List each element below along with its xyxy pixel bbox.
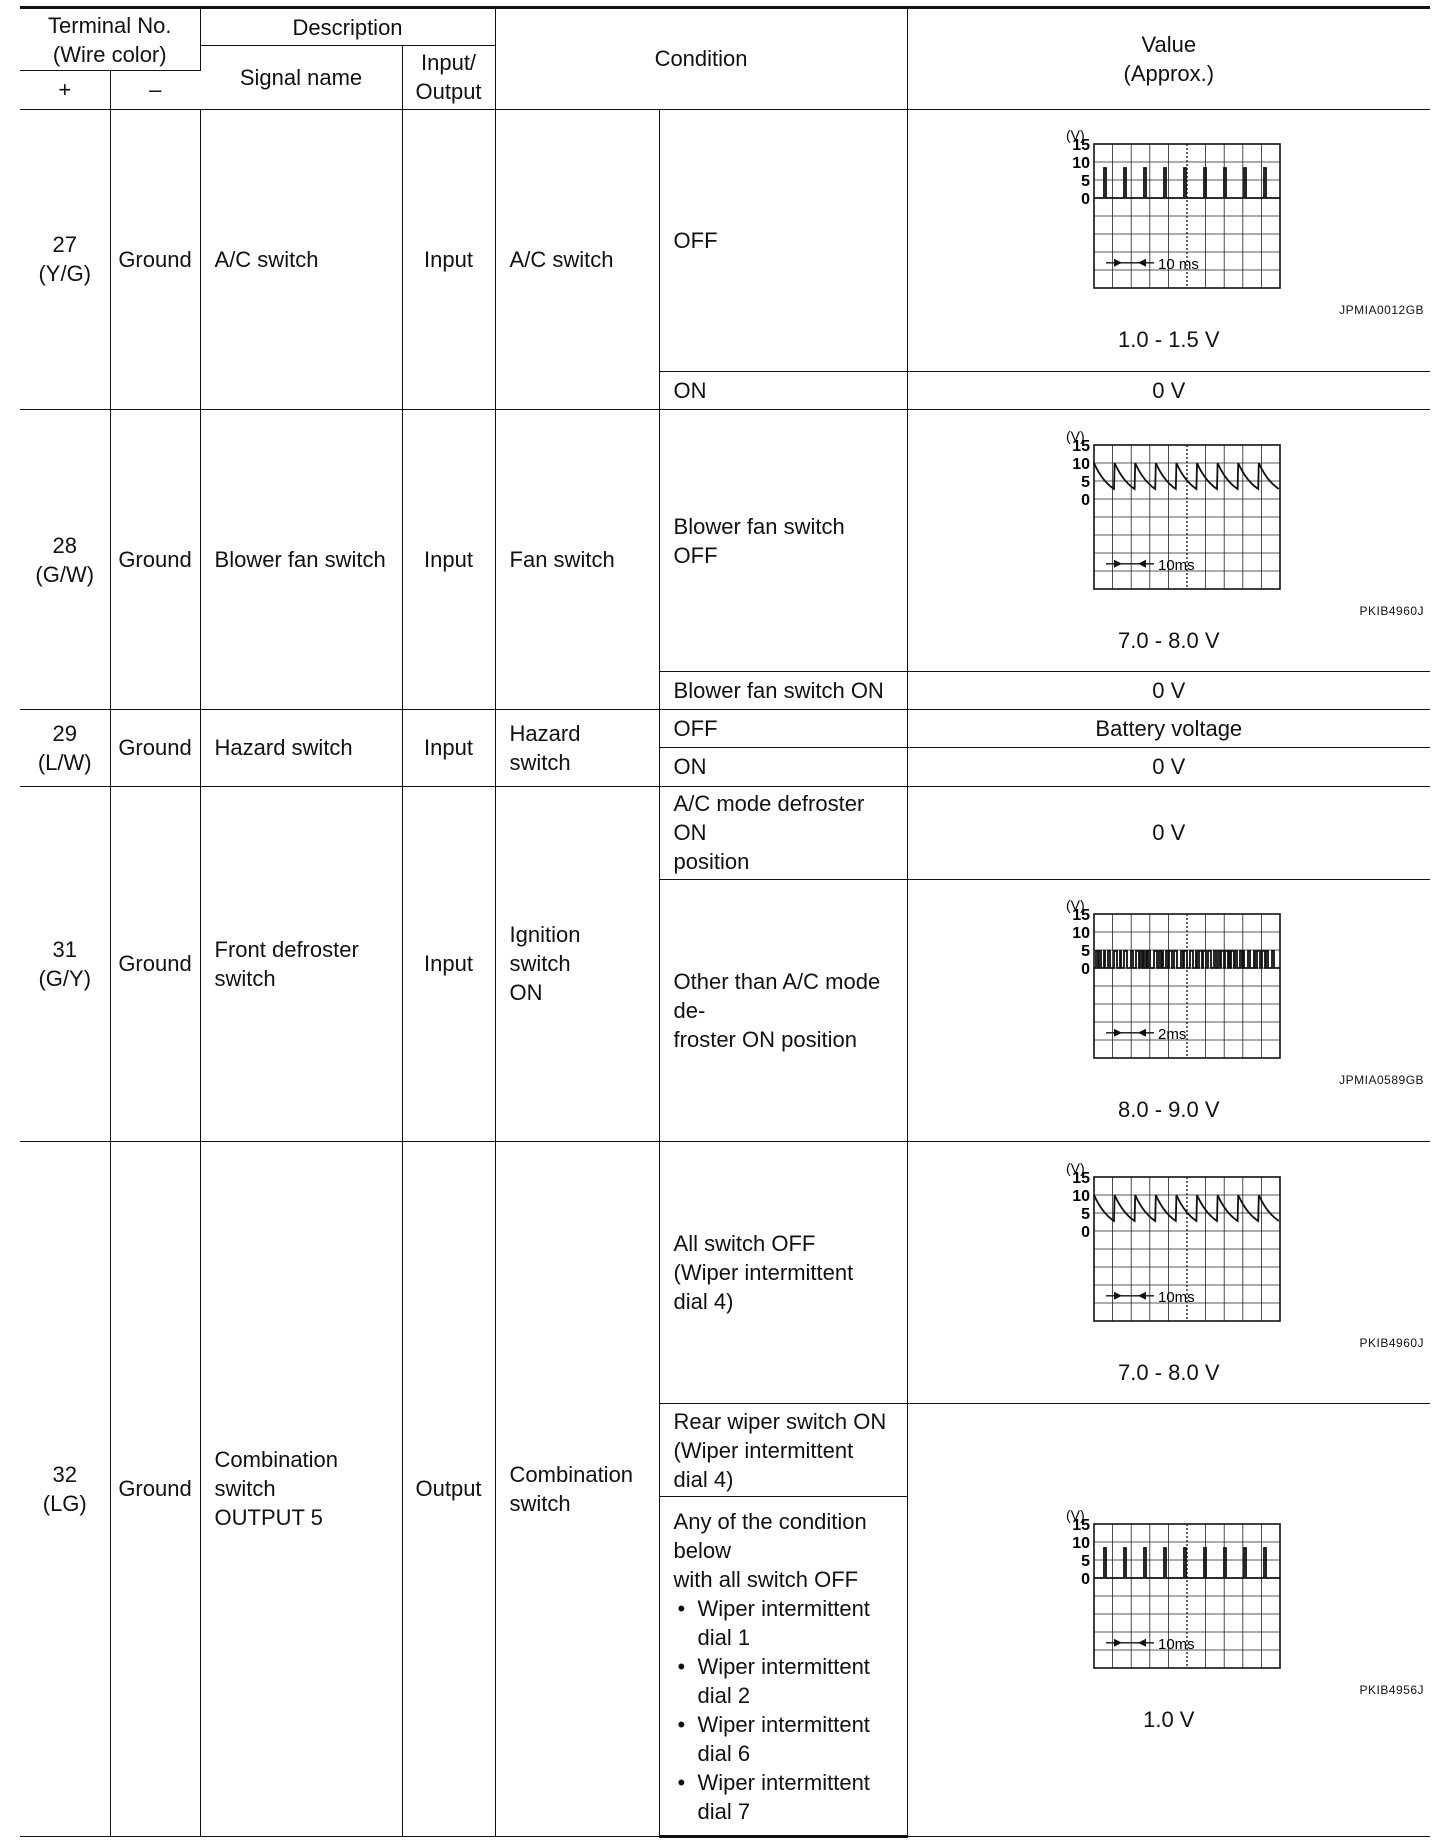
time-marker-arrow: [1114, 1291, 1122, 1299]
time-marker-arrow: [1138, 259, 1146, 267]
io-28: Input: [402, 409, 495, 709]
y-unit-label: (V): [1065, 127, 1085, 144]
header-terminal: Terminal No. (Wire color): [20, 8, 200, 71]
io-29: Input: [402, 710, 495, 786]
waveform-32b: [908, 1506, 1431, 1676]
y-tick-label: 0: [1080, 1571, 1090, 1589]
waveform-svg: [1044, 1506, 1294, 1676]
list-item: • Wiper intermittent dial 2: [674, 1652, 893, 1710]
terminal-28: 28 (G/W): [20, 409, 110, 709]
figure-code: PKIB4960J: [1359, 1335, 1425, 1350]
io-31: Input: [402, 786, 495, 1141]
value-label: 7.0 - 8.0 V: [1118, 1359, 1220, 1385]
value-31-other: [907, 879, 1430, 1141]
header-plus: +: [20, 71, 110, 109]
value-27-on: 0 V: [907, 371, 1430, 409]
header-condition: Condition: [495, 8, 907, 110]
y-tick-label: 10: [1072, 1187, 1090, 1205]
ground-32: Ground: [110, 1141, 200, 1836]
y-unit-label: (V): [1065, 897, 1085, 914]
state-29-off: OFF: [659, 710, 907, 748]
time-marker-arrow: [1138, 1639, 1146, 1647]
terminal-27: 27 (Y/G): [20, 109, 110, 409]
value-label: 7.0 - 8.0 V: [1118, 627, 1220, 653]
time-marker-arrow: [1138, 1291, 1146, 1299]
ground-29: Ground: [110, 710, 200, 786]
ground-28: Ground: [110, 409, 200, 709]
figure-code: JPMIA0589GB: [1339, 1073, 1425, 1088]
header-input-output: Input/ Output: [402, 46, 495, 109]
y-tick-label: 15: [1072, 1169, 1090, 1187]
header-signal-name: Signal name: [200, 46, 402, 109]
ground-31: Ground: [110, 786, 200, 1141]
y-tick-label: 5: [1080, 473, 1090, 491]
value-27-off: [907, 109, 1430, 371]
condition-29: Hazard switch: [495, 710, 659, 786]
state-31-other: Other than A/C mode de- froster ON position: [659, 879, 907, 1141]
y-unit-label: (V): [1065, 427, 1085, 444]
condition-31: Ignition switch ON: [495, 786, 659, 1141]
waveform-svg: [1044, 896, 1294, 1066]
condition-27: A/C switch: [495, 109, 659, 409]
state-27-off: OFF: [659, 109, 907, 371]
list-item: • Wiper intermittent dial 7: [674, 1768, 893, 1826]
state-31-defrost-on: A/C mode defroster ON position: [659, 786, 907, 879]
header-minus: –: [110, 71, 200, 109]
io-32: Output: [402, 1141, 495, 1836]
y-tick-label: 5: [1080, 1205, 1090, 1223]
state-29-on: ON: [659, 748, 907, 786]
header-value: Value (Approx.): [907, 8, 1430, 110]
time-label: 10 ms: [1157, 255, 1199, 273]
y-tick-label: 5: [1080, 943, 1090, 961]
signal-31: Front defroster switch: [200, 786, 402, 1141]
signal-trace: [1094, 951, 1280, 968]
y-tick-label: 15: [1072, 137, 1090, 155]
time-marker-arrow: [1114, 559, 1122, 567]
y-tick-label: 10: [1072, 455, 1090, 473]
state-28-on: Blower fan switch ON: [659, 672, 907, 710]
value-label: 8.0 - 9.0 V: [1118, 1097, 1220, 1123]
time-marker-arrow: [1138, 559, 1146, 567]
figure-code: JPMIA0012GB: [1339, 303, 1425, 318]
time-label: 10ms: [1157, 1288, 1195, 1306]
state-28-off: Blower fan switch OFF: [659, 409, 907, 671]
time-marker-arrow: [1114, 1029, 1122, 1037]
waveform-svg: [1044, 1159, 1294, 1329]
y-tick-label: 10: [1072, 155, 1090, 173]
io-27: Input: [402, 109, 495, 409]
signal-27: A/C switch: [200, 109, 402, 409]
time-label: 10ms: [1157, 1635, 1195, 1653]
value-32-all-off: [907, 1141, 1430, 1403]
signal-28: Blower fan switch: [200, 409, 402, 709]
waveform-27: [908, 126, 1431, 296]
y-tick-label: 0: [1080, 491, 1090, 509]
condition-28: Fan switch: [495, 409, 659, 709]
list-item: • Wiper intermittent dial 6: [674, 1710, 893, 1768]
value-29-off: Battery voltage: [907, 710, 1430, 748]
signal-32: Combination switch OUTPUT 5: [200, 1141, 402, 1836]
y-tick-label: 15: [1072, 907, 1090, 925]
y-tick-label: 10: [1072, 1535, 1090, 1553]
state-32-rear-wiper: Rear wiper switch ON (Wiper intermittent dial 4): [659, 1404, 907, 1497]
time-marker-arrow: [1138, 1029, 1146, 1037]
header-description: Description: [200, 8, 495, 46]
state-27-on: ON: [659, 371, 907, 409]
time-marker-arrow: [1114, 1639, 1122, 1647]
y-unit-label: (V): [1065, 1159, 1085, 1176]
dial-list: [674, 1594, 893, 1826]
y-unit-label: (V): [1065, 1507, 1085, 1524]
state-32-any: Any of the condition below with all switch OFF • Wiper intermittent dial 1 • Wiper intermittent dial 2 • Wiper intermittent dial 6 • Wiper intermittent dial 7: [659, 1497, 907, 1837]
signal-29: Hazard switch: [200, 710, 402, 786]
state-32-all-off: All switch OFF (Wiper intermittent dial 4): [659, 1141, 907, 1403]
waveform-svg: [1044, 427, 1294, 597]
y-tick-label: 0: [1080, 1223, 1090, 1241]
condition-32: Combination switch: [495, 1141, 659, 1836]
waveform-31: [908, 896, 1431, 1066]
y-tick-label: 5: [1080, 1553, 1090, 1571]
y-tick-label: 15: [1072, 437, 1090, 455]
ground-27: Ground: [110, 109, 200, 409]
terminal-31: 31 (G/Y): [20, 786, 110, 1141]
list-item: • Wiper intermittent dial 1: [674, 1594, 893, 1652]
value-28-off: [907, 409, 1430, 671]
waveform-28: [908, 427, 1431, 597]
value-31-defrost-on: 0 V: [907, 786, 1430, 879]
value-label: 1.0 V: [1143, 1707, 1195, 1733]
y-tick-label: 10: [1072, 925, 1090, 943]
figure-code: PKIB4960J: [1359, 603, 1425, 618]
value-28-on: 0 V: [907, 672, 1430, 710]
terminal-29: 29 (L/W): [20, 710, 110, 786]
figure-code: PKIB4956J: [1359, 1683, 1425, 1698]
value-label: 1.0 - 1.5 V: [1118, 327, 1220, 353]
y-tick-label: 5: [1080, 173, 1090, 191]
value-29-on: 0 V: [907, 748, 1430, 786]
y-tick-label: 0: [1080, 191, 1090, 209]
time-marker-arrow: [1114, 259, 1122, 267]
terminal-table: [20, 6, 1430, 1838]
time-label: 2ms: [1157, 1026, 1187, 1044]
y-tick-label: 15: [1072, 1517, 1090, 1535]
terminal-32: 32 (LG): [20, 1141, 110, 1836]
value-32-shared: [907, 1404, 1430, 1837]
waveform-32a: [908, 1159, 1431, 1329]
waveform-svg: [1044, 126, 1294, 296]
y-tick-label: 0: [1080, 961, 1090, 979]
time-label: 10ms: [1157, 556, 1195, 574]
